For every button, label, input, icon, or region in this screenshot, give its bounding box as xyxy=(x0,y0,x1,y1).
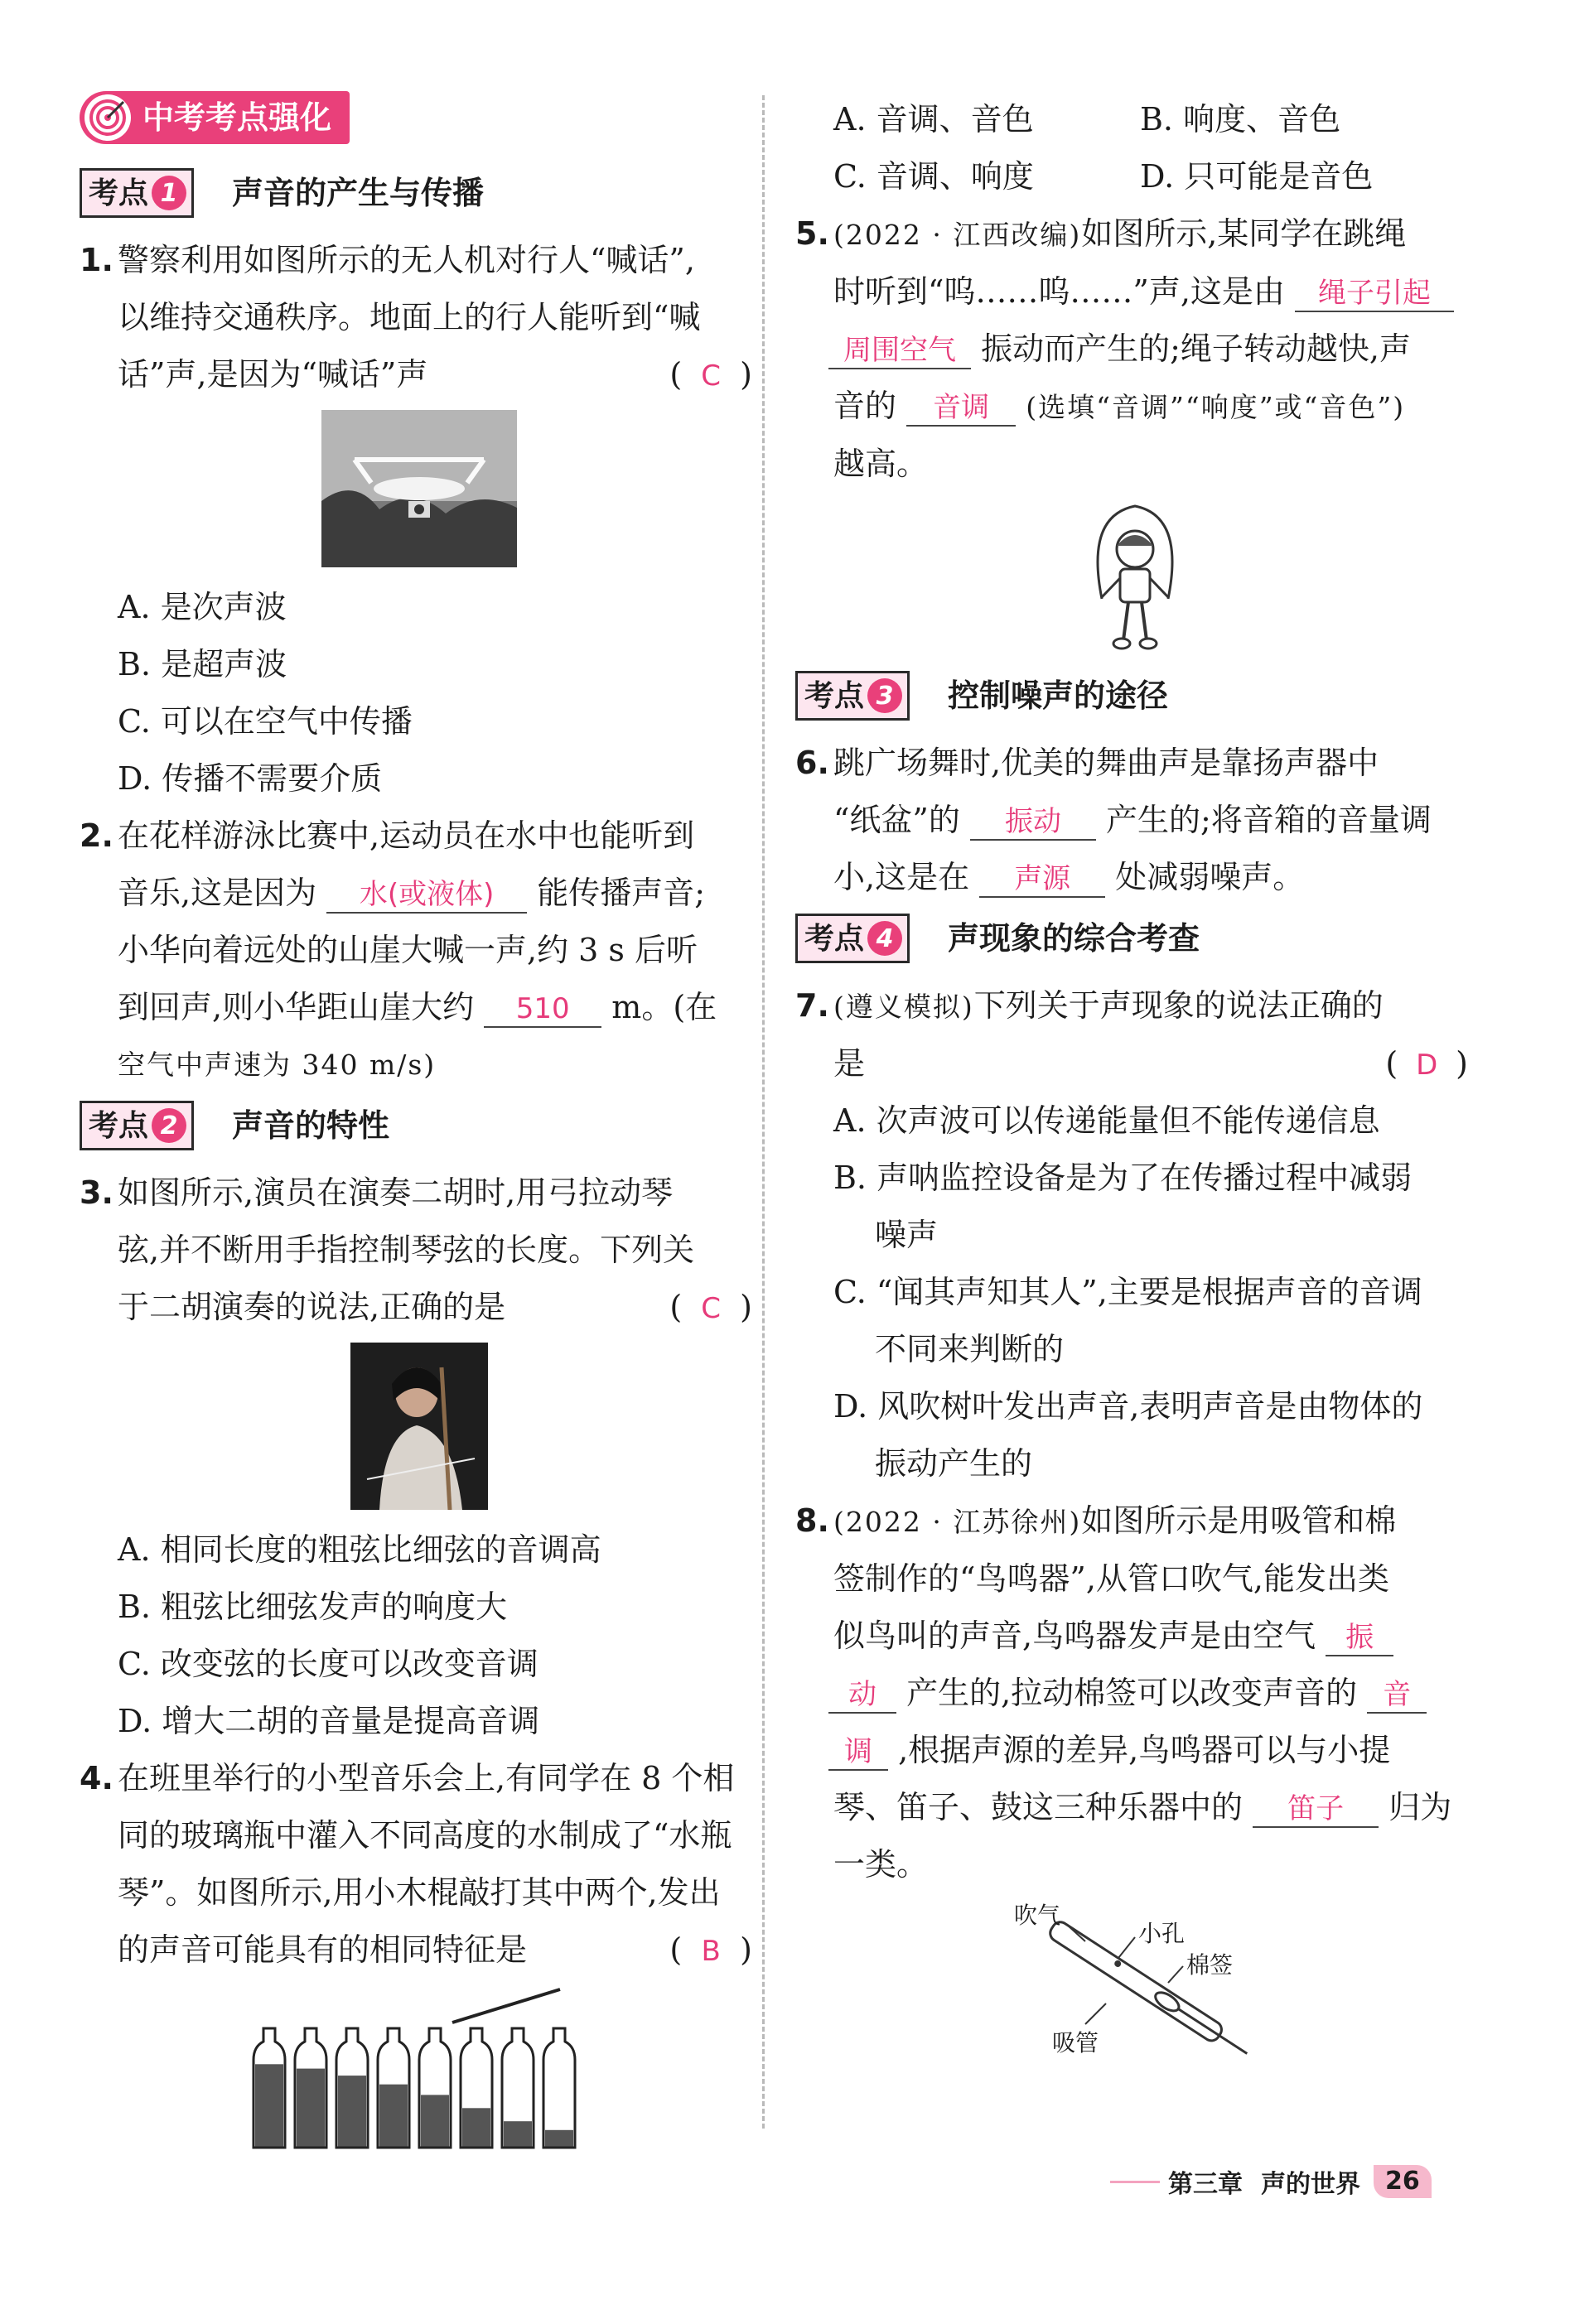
question-text: 的声音可能具有的相同特征是 xyxy=(118,1931,528,1968)
question-text-line: 签制作的“鸟鸣器”,从管口吹气,能发出类 xyxy=(833,1560,1390,1597)
question-text: 到回声,则小华距山崖大约 xyxy=(118,989,475,1025)
question-text: 处减弱噪声。 xyxy=(1115,859,1305,895)
question-text-line xyxy=(118,1921,759,1979)
kaodian-label: 考点 xyxy=(89,176,149,210)
question-text: ,根据声源的差异,鸟鸣器可以与小提 xyxy=(898,1732,1391,1768)
answer-bracket: ( C ) xyxy=(669,346,759,405)
question-3 xyxy=(80,1164,759,1336)
right-column xyxy=(795,91,1475,2077)
question-text: 振动而产生的;绳子转动越快,声 xyxy=(981,330,1411,367)
answer-choice: C xyxy=(701,1292,722,1325)
question-text: 下列关于声现象的说法正确的 xyxy=(973,987,1384,1024)
question-text-line xyxy=(833,1779,1475,1836)
answer-bracket: ( D ) xyxy=(1385,1035,1475,1094)
question-text-line xyxy=(118,865,759,922)
left-column xyxy=(80,91,759,2162)
option-a: A. 音调、音色 xyxy=(833,101,1034,137)
section-title: 声现象的综合考查 xyxy=(948,919,1200,957)
option-c: C. 改变弦的长度可以改变音调 xyxy=(118,1646,538,1682)
fill-blank-answer: 调 xyxy=(828,1734,888,1771)
fill-blank-answer: 音 xyxy=(1367,1677,1427,1714)
option-text-continued: 不同来判断的 xyxy=(875,1331,1065,1367)
question-text-line xyxy=(118,1279,759,1336)
question-1 xyxy=(80,232,759,403)
question-text: 能传播声音; xyxy=(537,875,706,911)
glass-bottle xyxy=(543,2028,575,2148)
answer-choice: D xyxy=(1416,1049,1438,1082)
kaodian-number: 1 xyxy=(152,176,186,210)
section-title: 控制噪声的途径 xyxy=(948,677,1169,714)
question-text: 音的 xyxy=(833,388,897,424)
question-number: 8. xyxy=(795,1502,829,1539)
kaodian-badge xyxy=(795,671,910,721)
question-7 xyxy=(795,977,1475,1092)
option-d: D. 传播不需要介质 xyxy=(118,760,383,797)
fill-blank-answer: 振 xyxy=(1326,1620,1393,1656)
question-text: 时听到“呜……呜……”声,这是由 xyxy=(833,273,1285,310)
question-text-line: 空气中声速为 340 m/s) xyxy=(118,1049,437,1081)
question-text-line: 在花样游泳比赛中,运动员在水中也能听到 xyxy=(118,817,695,854)
answer-bracket: ( B ) xyxy=(669,1921,759,1980)
option-d: D. 增大二胡的音量是提高音调 xyxy=(118,1703,540,1739)
glass-bottle xyxy=(295,2028,326,2148)
fill-blank-answer: 绳子引起 xyxy=(1295,276,1454,312)
target-icon xyxy=(85,94,131,141)
answer-choice: B xyxy=(701,1935,721,1968)
footer-chapter: 第三章 xyxy=(1168,2170,1243,2199)
option-b xyxy=(795,1150,1475,1264)
question-text-line: 弦,并不断用手指控制琴弦的长度。下列关 xyxy=(118,1232,695,1268)
option-text: C. “闻其声知其人”,主要是根据声音的音调 xyxy=(833,1274,1422,1310)
option-b: B. 粗弦比细弦发声的响度大 xyxy=(118,1589,508,1625)
question-text-line: 如图所示,演员在演奏二胡时,用弓拉动琴 xyxy=(118,1174,674,1211)
question-text: 琴、笛子、鼓这三种乐器中的 xyxy=(833,1789,1244,1825)
question-source: (遵义模拟) xyxy=(833,991,974,1023)
page-footer xyxy=(1110,2163,1432,2200)
option-row xyxy=(795,148,1475,205)
kaodian-badge xyxy=(80,168,194,218)
question-number: 1. xyxy=(80,242,113,278)
question-text: m。(在 xyxy=(611,989,717,1025)
kaodian-number: 3 xyxy=(867,678,902,713)
label-straw: 吸管 xyxy=(1052,2029,1099,2056)
section-header-2 xyxy=(80,1098,759,1153)
question-text: “纸盆”的 xyxy=(833,802,960,838)
footer-rule xyxy=(1110,2181,1160,2183)
section-title: 声音的特性 xyxy=(232,1107,390,1144)
label-blow: 吹气 xyxy=(1014,1902,1061,1929)
question-text-line xyxy=(118,346,759,403)
glass-bottle xyxy=(378,2028,409,2148)
fill-blank-answer: 声源 xyxy=(979,861,1105,898)
question-text-line: 琴”。如图所示,用小木棍敲打其中两个,发出 xyxy=(118,1874,721,1911)
kaodian-label: 考点 xyxy=(804,921,865,956)
glass-bottle xyxy=(419,2028,451,2148)
page-number: 26 xyxy=(1374,2165,1432,2198)
question-text-line xyxy=(833,1035,1475,1092)
option-c: C. 音调、响度 xyxy=(833,158,1034,195)
label-swab: 棉签 xyxy=(1186,1951,1234,1979)
question-text: 归为 xyxy=(1388,1789,1452,1825)
option-c xyxy=(795,1264,1475,1378)
question-number: 4. xyxy=(80,1760,113,1796)
question-text-line xyxy=(833,1492,1475,1550)
water-bottles-figure xyxy=(80,1985,759,2151)
kaodian-label: 考点 xyxy=(89,1108,149,1143)
glass-bottle xyxy=(254,2028,285,2148)
question-text-line: 同的玻璃瓶中灌入不同高度的水制成了“水瓶 xyxy=(118,1817,732,1854)
question-text-line: 一类。 xyxy=(833,1846,929,1883)
question-text: 如图所示,某同学在跳绳 xyxy=(1081,215,1407,252)
kaodian-badge xyxy=(80,1101,194,1150)
option-text-continued: 振动产生的 xyxy=(875,1445,1033,1482)
option-text-continued: 噪声 xyxy=(875,1217,939,1253)
section-title: 声音的产生与传播 xyxy=(232,174,485,211)
question-text-line: 在班里举行的小型音乐会上,有同学在 8 个相 xyxy=(118,1760,735,1796)
question-source: (2022 · 江西改编) xyxy=(833,219,1082,251)
question-text: 似鸟叫的声音,鸟鸣器发声是由空气 xyxy=(833,1618,1316,1654)
erhu-performer-photo xyxy=(80,1343,759,1510)
question-text-line: 小华向着远处的山崖大喊一声,约 3 s 后听 xyxy=(118,932,698,968)
bird-whistle-figure xyxy=(795,1900,1475,2066)
question-text-line xyxy=(833,205,1475,263)
question-8 xyxy=(795,1492,1475,1893)
bottle-group xyxy=(254,2028,575,2148)
question-text-line xyxy=(833,792,1475,849)
question-6 xyxy=(795,735,1475,906)
glass-bottle xyxy=(502,2028,534,2148)
question-text: 音乐,这是因为 xyxy=(118,875,317,911)
question-source: (2022 · 江苏徐州) xyxy=(833,1506,1082,1538)
question-2 xyxy=(80,808,759,1093)
answer-bracket: ( C ) xyxy=(669,1279,759,1338)
question-number: 2. xyxy=(80,817,113,854)
question-text-line: 以维持交通秩序。地面上的行人能听到“喊 xyxy=(118,299,701,335)
fill-blank-answer: 510 xyxy=(484,991,601,1028)
question-text: 于二胡演奏的说法,正确的是 xyxy=(118,1289,506,1325)
question-text: 小,这是在 xyxy=(833,859,970,895)
jump-rope-figure xyxy=(795,499,1475,657)
question-number: 3. xyxy=(80,1174,113,1211)
question-text-line xyxy=(833,849,1475,906)
question-text: 如图所示是用吸管和棉 xyxy=(1081,1502,1397,1539)
section-header-3 xyxy=(795,668,1475,723)
section-header-4 xyxy=(795,911,1475,966)
question-number: 7. xyxy=(795,987,829,1024)
fill-blank-answer: 笛子 xyxy=(1253,1791,1379,1828)
option-d xyxy=(795,1378,1475,1492)
option-text: D. 风吹树叶发出声音,表明声音是由物体的 xyxy=(833,1388,1423,1425)
question-text-line xyxy=(833,1608,1475,1665)
question-text-line: 跳广场舞时,优美的舞曲声是靠扬声器中 xyxy=(833,745,1379,781)
question-text: 话”声,是因为“喊话”声 xyxy=(118,356,428,393)
question-text: (选填“音调”“响度”或“音色”) xyxy=(1026,391,1406,423)
column-divider xyxy=(762,95,765,2129)
question-text-line xyxy=(833,321,1475,378)
option-a xyxy=(795,1092,1475,1150)
answer-choice: C xyxy=(701,359,722,393)
drone-photo xyxy=(80,410,759,567)
question-text-line xyxy=(833,263,1475,321)
option-d: D. 只可能是音色 xyxy=(1140,158,1374,195)
fill-blank-answer: 周围空气 xyxy=(828,333,971,369)
question-text: 产生的;将音箱的音量调 xyxy=(1106,802,1432,838)
option-c: C. 可以在空气中传播 xyxy=(118,703,413,740)
question-text-line xyxy=(833,977,1475,1035)
fill-blank-answer: 动 xyxy=(828,1677,896,1714)
option-row xyxy=(795,91,1475,148)
footer-chapter-title: 声的世界 xyxy=(1261,2170,1360,2199)
question-text-line xyxy=(118,979,759,1036)
kaodian-number: 2 xyxy=(152,1108,186,1143)
option-text: A. 次声波可以传递能量但不能传递信息 xyxy=(833,1102,1380,1139)
kaodian-badge xyxy=(795,914,910,963)
question-5 xyxy=(795,205,1475,493)
option-a: A. 是次声波 xyxy=(118,589,287,625)
question-text-line: 越高。 xyxy=(833,446,929,482)
banner-title: 中考考点强化 xyxy=(142,99,332,136)
question-text: 产生的,拉动棉签可以改变声音的 xyxy=(906,1675,1358,1711)
question-4 xyxy=(80,1750,759,1979)
question-number: 5. xyxy=(795,215,829,252)
glass-bottle xyxy=(461,2028,492,2148)
question-text-line: 警察利用如图所示的无人机对行人“喊话”, xyxy=(118,242,695,278)
label-hole: 小孔 xyxy=(1138,1920,1186,1947)
question-text-line xyxy=(833,1722,1475,1779)
fill-blank-answer: 水(或液体) xyxy=(326,877,527,914)
option-text: B. 声呐监控设备是为了在传播过程中减弱 xyxy=(833,1160,1413,1196)
glass-bottle xyxy=(336,2028,368,2148)
question-number: 6. xyxy=(795,745,829,781)
fill-blank-answer: 音调 xyxy=(906,390,1016,427)
kaodian-label: 考点 xyxy=(804,678,865,713)
kaodian-number: 4 xyxy=(867,921,902,956)
section-header-1 xyxy=(80,166,759,220)
fill-blank-answer: 振动 xyxy=(970,804,1096,841)
question-text: 是 xyxy=(833,1045,866,1082)
question-text-line xyxy=(833,378,1475,436)
question-text-line xyxy=(833,1665,1475,1722)
option-a: A. 相同长度的粗弦比细弦的音调高 xyxy=(118,1531,601,1568)
option-b: B. 响度、音色 xyxy=(1140,101,1341,137)
option-b: B. 是超声波 xyxy=(118,646,287,682)
section-banner xyxy=(80,91,350,144)
